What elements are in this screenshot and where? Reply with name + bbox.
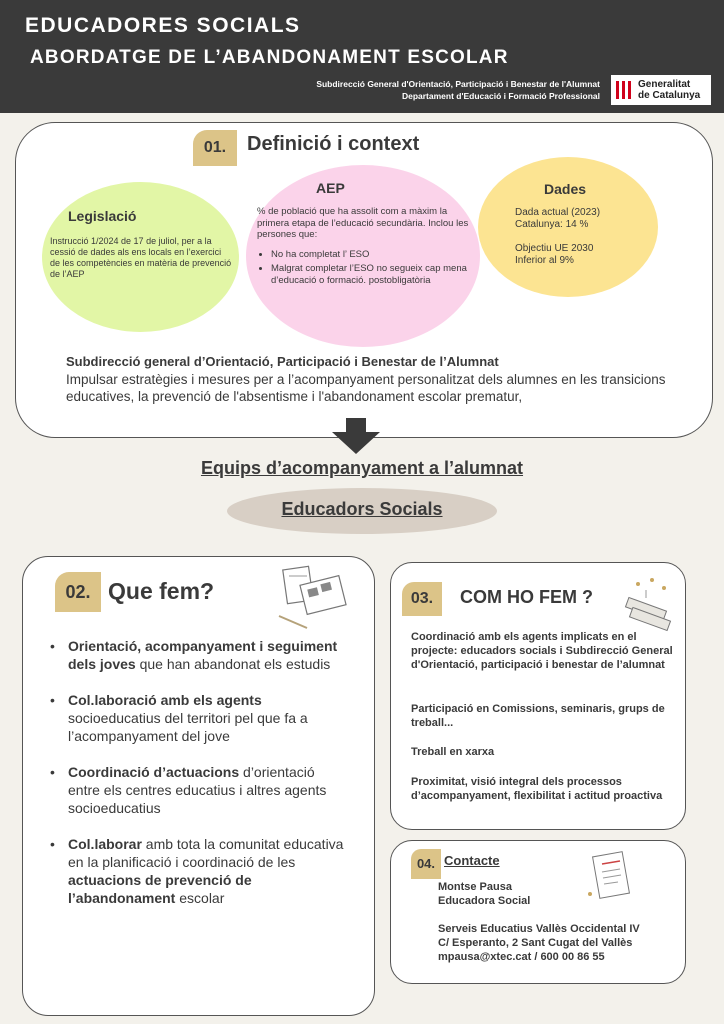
dades-line-2: Catalunya: 14 % [515, 219, 589, 230]
header-banner [0, 0, 724, 113]
books-illustration-icon [618, 574, 680, 634]
header-departament: Departament d'Educació i Formació Professional [401, 91, 600, 101]
subdireccio-text: Impulsar estratègies i mesures per a l’acompanyament personalitzat dels alumnes en les transicions educatives, la prevenció de l'absentisme i l'abandonament escolar prematur, [66, 372, 666, 404]
que-fem-item-4: • Col.laborar amb tota la comunitat educativa en la planificació i coordinació de les actuacions de prevenció de l’abandonament escolar [50, 835, 350, 907]
com-ho-fem-p1: Coordinació amb els agents implicats en el projecte: educadors socials i Subdirecció General d'Orientació, participació i benestar de l’alumnat [411, 631, 673, 671]
dades-line-1: Dada actual (2023) [515, 207, 601, 218]
aep-content [257, 206, 473, 289]
section-number-02: 02. [55, 572, 101, 612]
dades-line-3: Objectiu UE 2030 [515, 243, 594, 254]
contact-role: Educadora Social [438, 895, 531, 907]
aep-bullet-2: • Malgrat completar l’ESO no segueix cap mena d’educació o formació. postobligatòria [271, 263, 473, 286]
que-fem-item-3: • Coordinació d’actuacions d’orientació entre els centres educatius i altres agents socioeducatius [50, 763, 350, 817]
page-title: EDUCADORES SOCIALS [25, 14, 301, 37]
contact-org: Serveis Educatius Vallès Occidental IV [438, 923, 640, 935]
legislacio-text: Instrucció 1/2024 de 17 de juliol, per a la cessió de dades als ens locals en l’exercici de les competències en matèria de prevenció de l’AEP [50, 236, 232, 279]
section-title-que-fem: Que fem? [108, 578, 215, 604]
com-ho-fem-p2: Participació en Comissions, seminaris, grups de treball... [411, 703, 665, 729]
section-title-contacte: Contacte [444, 853, 500, 868]
legislacio-title: Legislació [68, 208, 137, 224]
aep-text: % de població que ha assolit com a màxim la primera etapa de l’educació secundària. Inclou les persones que: [257, 206, 469, 240]
header-subdireccio: Subdirecció General d'Orientació, Participació i Benestar de l'Alumnat [316, 79, 600, 89]
page-subtitle: ABORDATGE DE L’ABANDONAMENT ESCOLAR [30, 47, 509, 68]
aep-bullet-1: • No ha completat l’ ESO [271, 249, 473, 261]
dades-content [515, 207, 645, 267]
subdireccio-title: Subdirecció general d’Orientació, Participació i Benestar de l’Alumnat [66, 354, 499, 369]
senyera-icon [614, 79, 634, 101]
com-ho-fem-p4: Proximitat, visió integral dels processos d’acompanyament, flexibilitat i actitud proactiva [411, 776, 663, 802]
section-number-03: 03. [402, 582, 442, 616]
contact-name: Montse Pausa [438, 881, 512, 893]
aep-title: AEP [316, 180, 345, 196]
que-fem-item-2: • Col.laboració amb els agents socioeducatius del territori pel que fa a l’acompanyament del jove [50, 691, 350, 745]
section-number-01: 01. [193, 130, 237, 166]
arrow-down-icon [332, 418, 380, 454]
dades-title: Dades [544, 181, 587, 197]
contact-address: C/ Esperanto, 2 Sant Cugat del Vallès [438, 937, 633, 949]
section-number-04: 04. [411, 849, 441, 879]
generalitat-logo [611, 75, 711, 105]
com-ho-fem-p3: Treball en xarxa [411, 746, 495, 758]
dades-line-4: Inferior al 9% [515, 255, 574, 266]
que-fem-list [50, 637, 350, 925]
header-department [316, 78, 600, 102]
section-title-definicio: Definició i context [247, 133, 420, 155]
documents-illustration-icon [273, 562, 363, 632]
contact-email-phone: mpausa@xtec.cat / 600 00 86 55 [438, 951, 605, 963]
equips-heading: Equips d’acompanyament a l’alumnat [200, 458, 524, 478]
que-fem-item-1: • Orientació, acompanyament i seguiment dels joves que han abandonat els estudis [50, 637, 350, 673]
educadors-heading: Educadors Socials [281, 499, 443, 519]
section-title-com-ho-fem: COM HO FEM ? [460, 587, 593, 607]
logo-text-line2: de Catalunya [638, 90, 701, 101]
logo-text-line1: Generalitat [638, 79, 691, 90]
